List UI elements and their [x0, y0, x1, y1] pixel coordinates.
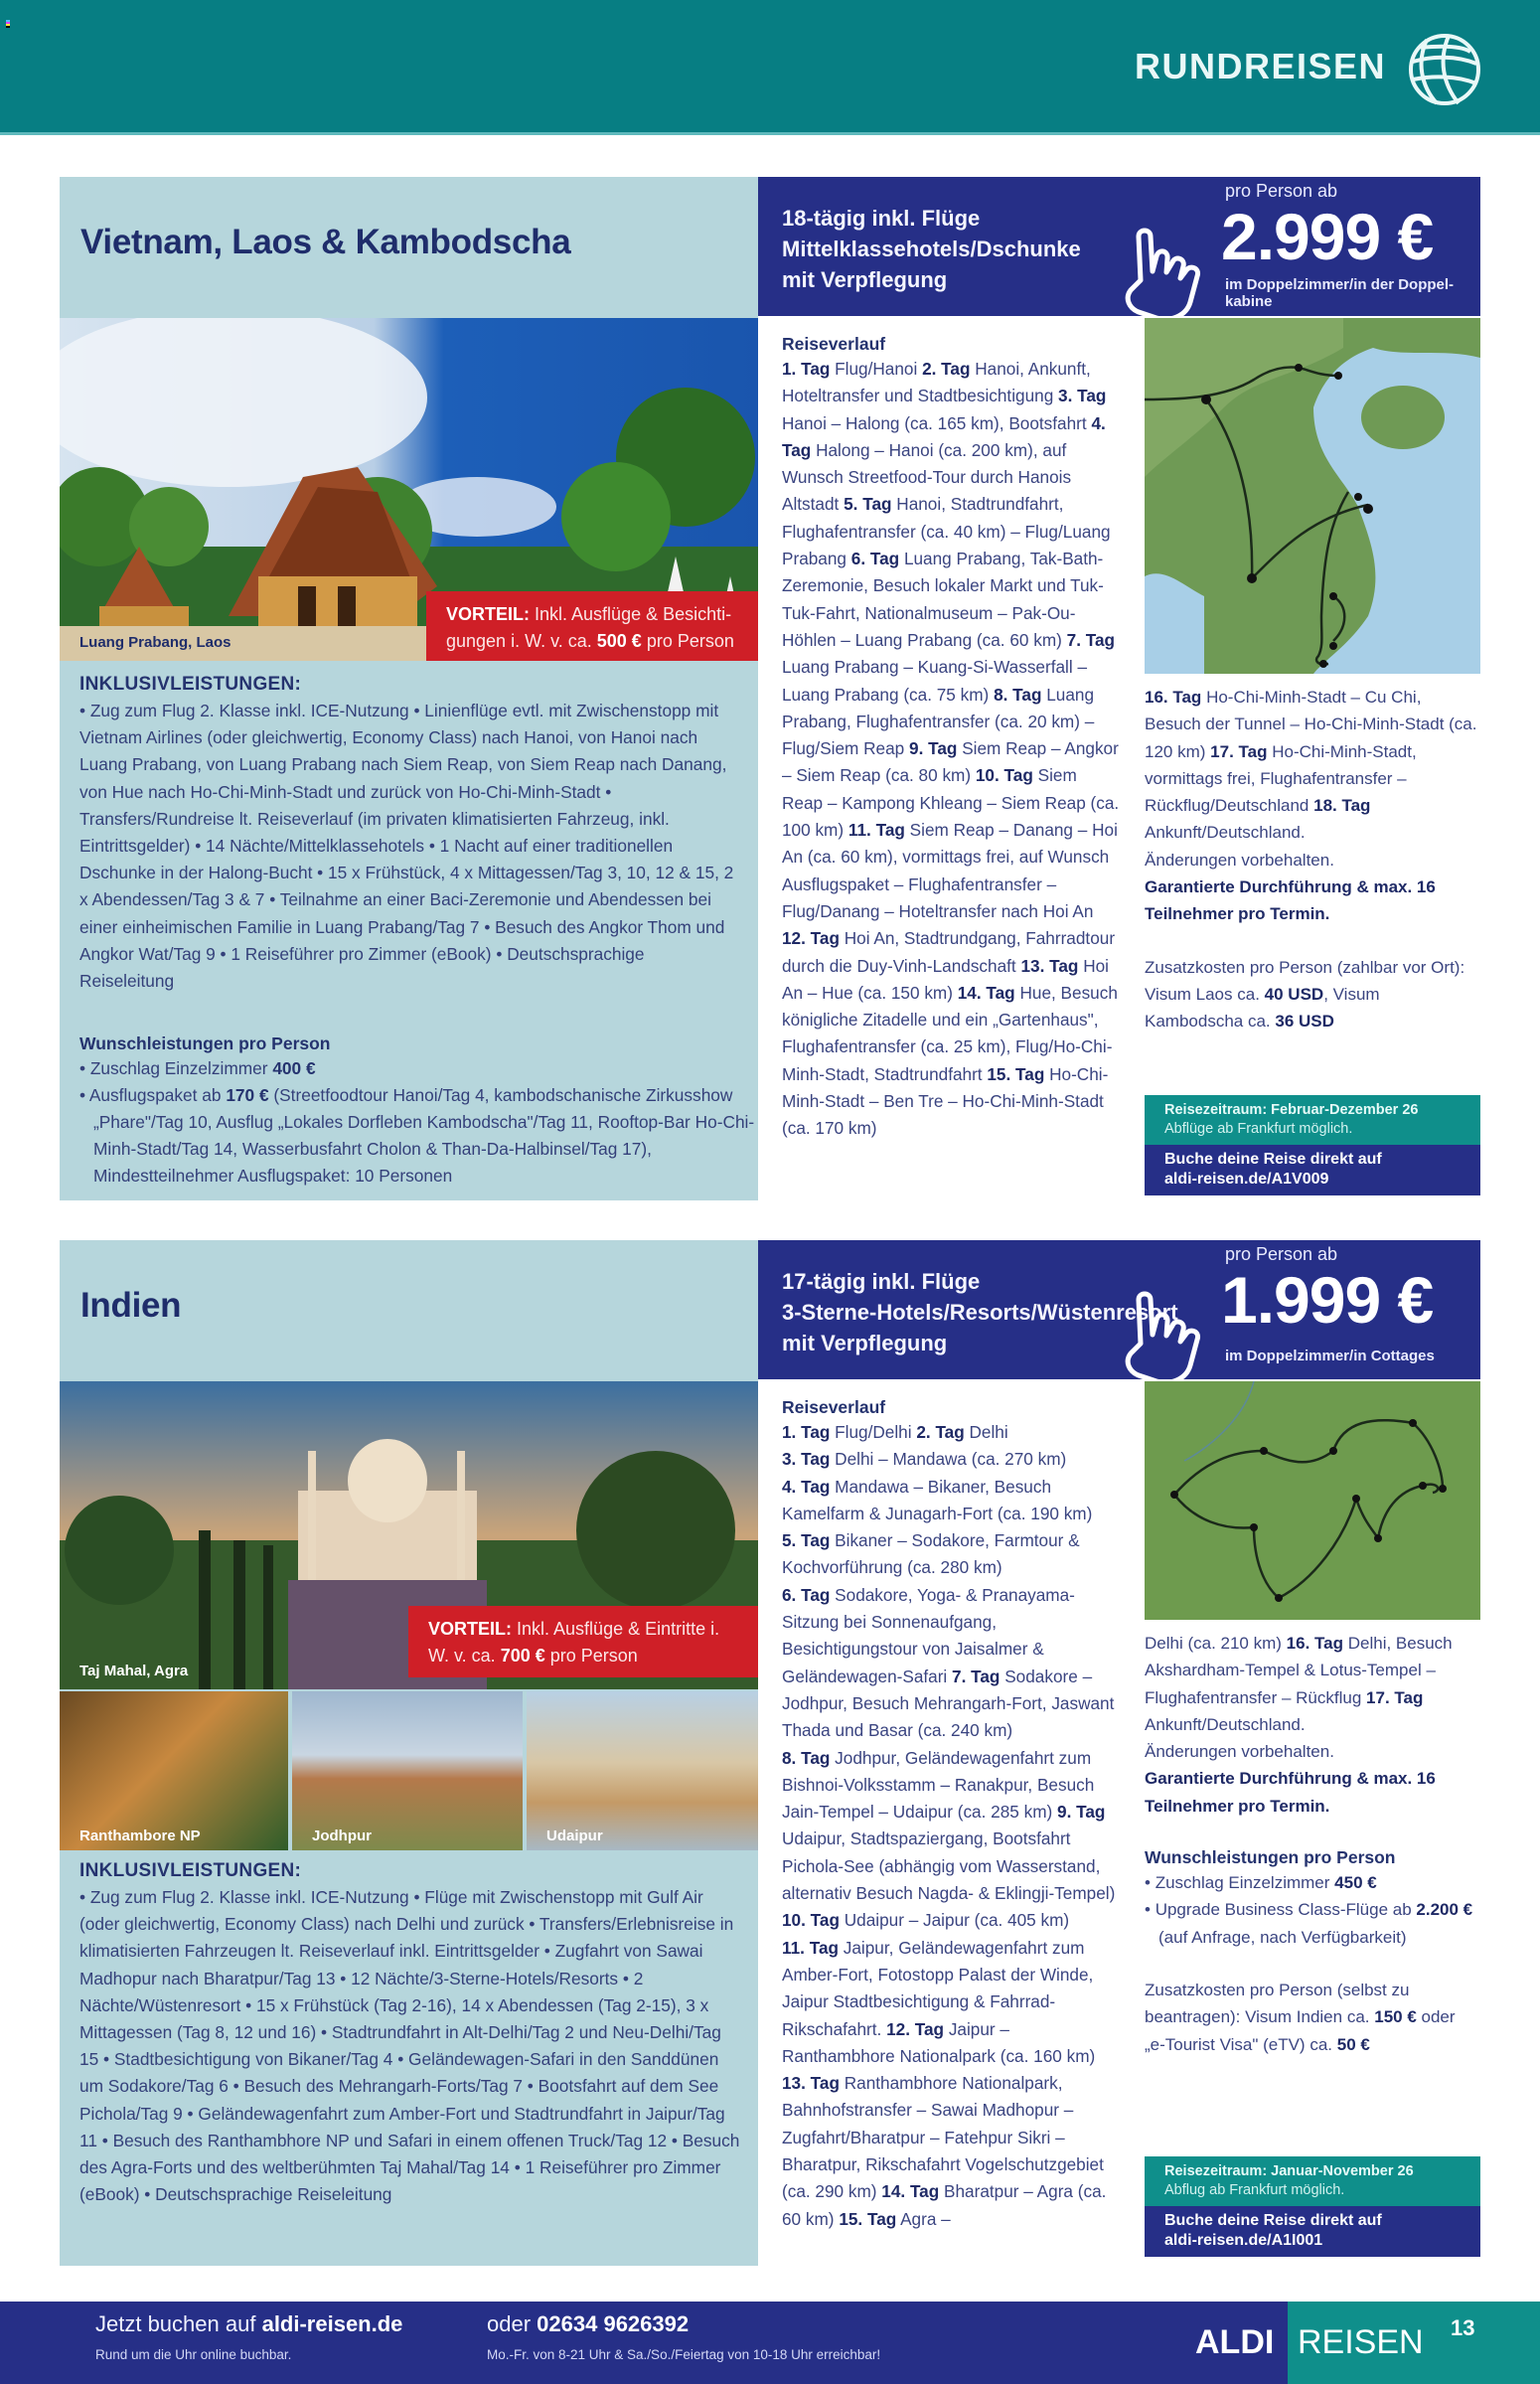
vorteil-label: VORTEIL:: [446, 604, 530, 624]
itinerary-heading: Reiseverlauf: [782, 1397, 886, 1417]
feature-meals: mit Verpflegung: [782, 267, 948, 292]
brand-logo-reisen: REISEN: [1298, 2323, 1424, 2361]
photo-ranthambore: [60, 1691, 288, 1850]
inklusiv-heading: INKLUSIVLEISTUNGEN:: [79, 1860, 302, 1881]
vorteil-badge: [408, 1606, 758, 1677]
trip-features: [782, 1266, 1178, 1358]
price-band: [758, 177, 1480, 316]
booking-link[interactable]: [1145, 1145, 1480, 1195]
offer-indien: [60, 1240, 1480, 2266]
departure-note: Abflug ab Frankfurt möglich.: [1164, 2182, 1345, 2198]
offer-title: Vietnam, Laos & Kambodscha: [80, 223, 571, 261]
inklusivleistungen: [79, 672, 740, 995]
vorteil-text: Inkl. Ausflüge & Besichti-gungen i. W. v. ca.: [446, 604, 732, 651]
page-footer: [0, 2302, 1540, 2384]
booking-link[interactable]: [1145, 2206, 1480, 2257]
wunschleistungen: [1145, 1845, 1480, 1951]
vorteil-suffix: pro Person: [549, 1646, 638, 1666]
vorteil-badge: [426, 591, 758, 661]
booking-prompt: Buche deine Reise direkt auf: [1164, 1151, 1382, 1168]
itinerary-continued: [1145, 684, 1480, 1061]
offer-vietnam: [60, 177, 1480, 1200]
inklusivleistungen: [79, 1858, 740, 2208]
vorteil-suffix: pro Person: [646, 631, 734, 651]
pointing-hand-icon[interactable]: [1121, 227, 1210, 326]
wunsch-heading: Wunschleistungen pro Person: [1145, 1847, 1396, 1868]
feature-duration: 18-tägig inkl. Flüge: [782, 206, 981, 231]
wunsch-heading: Wunschleistungen pro Person: [79, 1033, 331, 1053]
photo-caption: Jodhpur: [312, 1828, 372, 1844]
travel-period-text: Reisezeitraum: Februar-Dezember 26: [1164, 1102, 1419, 1118]
price: 2.999 €: [1221, 200, 1434, 273]
price-note: im Doppelzimmer/in der Doppel-kabine: [1225, 276, 1455, 310]
page-number: 13: [1451, 2315, 1475, 2340]
globe-icon: [1407, 32, 1482, 107]
feature-accommodation: 3-Sterne-Hotels/Resorts/Wüstenresort: [782, 1300, 1178, 1325]
map-image: [1145, 1381, 1480, 1620]
offer-title: Indien: [80, 1286, 182, 1325]
pointing-hand-icon[interactable]: [1121, 1290, 1210, 1389]
booking-prompt: Buche deine Reise direkt auf: [1164, 2212, 1382, 2229]
feature-accommodation: Mittelklassehotels/Dschunke: [782, 237, 1081, 261]
itinerary-heading: Reiseverlauf: [782, 334, 886, 354]
travel-period-text: Reisezeitraum: Januar-November 26: [1164, 2163, 1414, 2179]
online-booking[interactable]: Jetzt buchen auf aldi-reisen.de: [95, 2311, 403, 2336]
wunsch-item: • Zuschlag Einzelzimmer 400 €: [79, 1058, 316, 1078]
feature-meals: mit Verpflegung: [782, 1331, 948, 1355]
phone-number: 02634 9626392: [537, 2311, 690, 2336]
phone-hours: Mo.-Fr. von 8-21 Uhr & Sa./So./Feiertag von 10-18 Uhr erreichbar!: [487, 2347, 881, 2362]
price-prefix: pro Person ab: [1225, 1244, 1338, 1264]
price-note: im Doppelzimmer/in Cottages: [1225, 1348, 1435, 1364]
itinerary-text-continued: 16. Tag Ho-Chi-Minh-Stadt – Cu Chi, Besuch der Tunnel – Ho-Chi-Minh-Stadt (ca. 120 km) 17. Tag Ho-Chi-Minh-Stadt, vormittags frei, Flughafentransfer – Rückflug/Deutschland 18. Tag Ankunft/Deutschland.: [1145, 688, 1477, 843]
inklusiv-text: • Zug zum Flug 2. Klasse inkl. ICE-Nutzung • Flüge mit Zwischenstopp mit Gulf Air (oder gleichwertig, Economy Class) nach Delhi und zurück • Transfers/Erlebnisreise in klimatisierten Fahrzeugen lt. Reiseverlauf inkl. Eintrittsgelder • Zugfahrt von Sawai Madhopur nach Bharatpur/Tag 13 • 12 Nächte/3-Sterne-Hotels/Resorts • 2 Nächte/Wüstenresort • 15 x Frühstück (Tag 2-16), 14 x Abendessen (Tag 2-15), 3 x Mittagessen (Tag 8, 12 und 16) • Stadtrundfahrt in Alt-Delhi/Tag 2 und Neu-Delhi/Tag 15 • Stadtbesichtigung von Bikaner/Tag 4 • Geländewagen-Safari in den Sanddünen um Sodakore/Tag 6 • Besuch des Mehrangarh-Forts/Tag 7 • Bootsfahrt auf dem See Pichola/Tag 9 • Geländewagenfahrt zum Amber-Fort und Stadtrundfahrt in Jaipur/Tag 11 • Besuch des Ranthambhore NP und Safari in einem offenen Truck/Tag 12 • Besuch des Agra-Forts und des weltberühmten Taj Mahal/Tag 14 • 1 Reiseführer pro Zimmer (eBook) • Deutschsprachige Reiseleitung: [79, 1887, 740, 2205]
extra-costs: Zusatzkosten pro Person (zahlbar vor Ort): Visum Laos ca. 40 USD, Visum Kambodscha ca. 36 USD: [1145, 957, 1465, 1032]
booking-url: aldi-reisen.de/A1I001: [1164, 2232, 1323, 2249]
vorteil-text: Inkl. Ausflüge & Eintritte i. W. v. ca.: [428, 1619, 720, 1666]
price-prefix: pro Person ab: [1225, 181, 1338, 201]
itinerary: [782, 1395, 1120, 2233]
hero-photo-taj-mahal: [60, 1381, 758, 1689]
price-band: [758, 1240, 1480, 1379]
itinerary-continued: [1145, 1630, 1480, 2084]
phone-booking[interactable]: oder 02634 9626392: [487, 2311, 690, 2336]
trip-features: [782, 203, 1081, 295]
photo-strip: [60, 1691, 758, 1850]
travel-period: [1145, 2156, 1480, 2206]
price: 1.999 €: [1221, 1263, 1434, 1337]
hero-photo-luang-prabang: [60, 318, 758, 661]
guarantee-note: Garantierte Durchführung & max. 16 Teilnehmer pro Termin.: [1145, 877, 1436, 924]
photo-jodhpur: [292, 1691, 523, 1850]
section-title: RUNDREISEN: [1134, 46, 1386, 86]
wunsch-item: • Zuschlag Einzelzimmer 450 €: [1145, 1873, 1377, 1893]
photo-caption: Udaipur: [546, 1828, 603, 1844]
photo-caption: Taj Mahal, Agra: [79, 1663, 189, 1679]
website-link: aldi-reisen.de: [261, 2311, 403, 2336]
section-header-band: [0, 0, 1540, 135]
map-image: [1145, 318, 1480, 674]
itinerary: [782, 332, 1120, 1143]
inklusiv-heading: INKLUSIVLEISTUNGEN:: [79, 674, 302, 695]
itinerary-text: 1. Tag Flug/Hanoi 2. Tag Hanoi, Ankunft, Hoteltransfer und Stadtbesichtigung 3. Tag Hanoi – Halong (ca. 165 km), Bootsfahrt 4. Tag Halong – Hanoi (ca. 200 km), auf Wunsch Streetfood-Tour durch Hanois Altstadt 5. Tag Hanoi, Stadtrundfahrt, Flughafentransfer (ca. 40 km) – Flug/Luang Prabang 6. Tag Luang Prabang, Tak-Bath-Zeremonie, Besuch lokaler Markt und Tuk-Tuk-Fahrt, Nationalmuseum – Pak-Ou-Höhlen – Luang Prabang (ca. 60 km) 7. Tag Luang Prabang – Kuang-Si-Wasserfall – Luang Prabang (ca. 75 km) 8. Tag Luang Prabang, Flughafentransfer (ca. 20 km) – Flug/Siem Reap 9. Tag Siem Reap – Angkor – Siem Reap (ca. 80 km) 10. Tag Siem Reap – Kampong Khleang – Siem Reap (ca. 100 km) 11. Tag Siem Reap – Danang – Hoi An (ca. 60 km), vormittags frei, auf Wunsch Ausflugspaket – Flughafentransfer – Flug/Danang – Hoteltransfer nach Hoi An 12. Tag Hoi An, Stadtrundgang, Fahrradtour durch die Duy-Vinh-Landschaft 13. Tag Hoi An – Hue (ca. 150 km) 14. Tag Hue, Besuch königliche Zitadelle und ein „Gartenhaus", Flughafentransfer (ca. 25 km), Flug/Ho-Chi-Minh-Stadt, Stadtrundfahrt 15. Tag Ho-Chi-Minh-Stadt – Ben Tre – Ho-Chi-Minh-Stadt (ca. 170 km): [782, 359, 1120, 1139]
feature-duration: 17-tägig inkl. Flüge: [782, 1269, 981, 1294]
booking-url: aldi-reisen.de/A1V009: [1164, 1171, 1329, 1188]
wunschleistungen: [79, 1032, 755, 1190]
vorteil-amount: 700 €: [500, 1646, 545, 1666]
route-map-indien: [1145, 1381, 1480, 1620]
booking-box: [1145, 1095, 1480, 1195]
extra-costs: Zusatzkosten pro Person (selbst zu beantragen): Visum Indien ca. 150 € oder „e-Tourist Visa" (eTV) ca. 50 €: [1145, 1980, 1456, 2054]
itinerary-text-continued: Delhi (ca. 210 km) 16. Tag Delhi, Besuch Akshardham-Tempel & Lotus-Tempel – Flughafentransfer – Rückflug 17. Tag Ankunft/Deutschland.: [1145, 1634, 1453, 1734]
vorteil-amount: 500 €: [596, 631, 642, 651]
itinerary-text: 1. Tag Flug/Delhi 2. Tag Delhi 3. Tag Delhi – Mandawa (ca. 270 km) 4. Tag Mandawa – Bikaner, Besuch Kamelfarm & Junagarh-Fort (ca. 190 km) 5. Tag Bikaner – Sodakore, Farmtour & Kochvorführung (ca. 280 km) 6. Tag Sodakore, Yoga- & Pranayama-Sitzung bei Sonnenaufgang, Besichtigungstour von Jaisalmer & Geländewagen-Safari 7. Tag Sodakore – Jodhpur, Besuch Mehrangarh-Fort, Jaswant Thada und Basar (ca. 240 km) 8. Tag Jodhpur, Geländewagenfahrt zum Bishnoi-Volksstamm – Ranakpur, Besuch Jain-Tempel – Udaipur (ca. 285 km) 9. Tag Udaipur, Stadtspaziergang, Bootsfahrt Pichola-See (abhängig vom Wasserstand, alternativ Besuch Nagda- & Eklingji-Tempel) 10. Tag Udaipur – Jaipur (ca. 405 km) 11. Tag Jaipur, Geländewagenfahrt zum Amber-Fort, Fotostopp Palast der Winde, Jaipur Stadtbesichtigung & Fahrrad-Rikschafahrt. 12. Tag Jaipur – Ranthambhore Nationalpark (ca. 160 km) 13. Tag Ranthambhore Nationalpark, Bahnhofstransfer – Sawai Madhopur – Zugfahrt/Bharatpur – Fatehpur Sikri – Bharatpur, Rikschafahrt Vogelschutzgebiet (ca. 290 km) 14. Tag Bharatpur – Agra (ca. 60 km) 15. Tag Agra –: [782, 1422, 1116, 2229]
changes-note: Änderungen vorbehalten.: [1145, 850, 1334, 870]
travel-period: [1145, 1095, 1480, 1145]
wunsch-item: • Ausflugspaket ab 170 € (Streetfoodtour Hanoi/Tag 4, kambodschanische Zirkusshow „Phare"/Tag 10, Ausflug „Lokales Dorfleben Kambodscha"/Tag 11, Rooftop-Bar Ho-Chi-Minh-Stadt/Tag 14, Wasserbusfahrt Cholon & Than-Da-Halbinsel/Tag 17), Mindestteilnehmer Ausflugspaket: 10 Personen: [79, 1085, 755, 1186]
print-color-marks: [6, 20, 10, 28]
inklusiv-text: • Zug zum Flug 2. Klasse inkl. ICE-Nutzung • Linienflüge evtl. mit Zwischenstopp mit Vietnam Airlines (oder gleichwertig, Economy Class) nach Hanoi, von Hanoi nach Luang Prabang, von Luang Prabang nach Siem Reap, von Siem Reap nach Danang, von Hue nach Ho-Chi-Minh-Stadt und zurück von Ho-Chi-Minh-Stadt • Transfers/Rundreise lt. Reiseverlauf (im privaten klimatisierten Fahrzeug, inkl. Eintrittsgelder) • 14 Nächte/Mittelklassehotels • 1 Nacht auf einer traditionellen Dschunke in der Halong-Bucht • 15 x Frühstück, 4 x Mittagessen/Tag 3, 10, 12 & 15, 2 x Abendessen/Tag 3 & 7 • Teilnahme an einer Baci-Zeremonie und Abendessen bei einer einheimischen Familie in Luang Prabang/Tag 7 • Besuch des Angkor Thom und Angkor Wat/Tag 9 • 1 Reiseführer pro Zimmer (eBook) • Deutschsprachige Reiseleitung: [79, 701, 734, 992]
photo-caption: Luang Prabang, Laos: [79, 634, 231, 651]
departure-note: Abflüge ab Frankfurt möglich.: [1164, 1121, 1353, 1137]
brand-logo-aldi: ALDI: [1195, 2323, 1275, 2361]
changes-note: Änderungen vorbehalten.: [1145, 1742, 1334, 1762]
photo-udaipur: [527, 1691, 758, 1850]
wunsch-item: • Upgrade Business Class-Flüge ab 2.200 € (auf Anfrage, nach Verfügbarkeit): [1145, 1900, 1473, 1947]
photo-caption: Ranthambore NP: [79, 1828, 201, 1844]
route-map-vietnam: [1145, 318, 1480, 674]
guarantee-note: Garantierte Durchführung & max. 16 Teilnehmer pro Termin.: [1145, 1769, 1436, 1816]
vorteil-label: VORTEIL:: [428, 1619, 512, 1639]
online-booking-note: Rund um die Uhr online buchbar.: [95, 2347, 292, 2362]
booking-box: [1145, 2156, 1480, 2257]
